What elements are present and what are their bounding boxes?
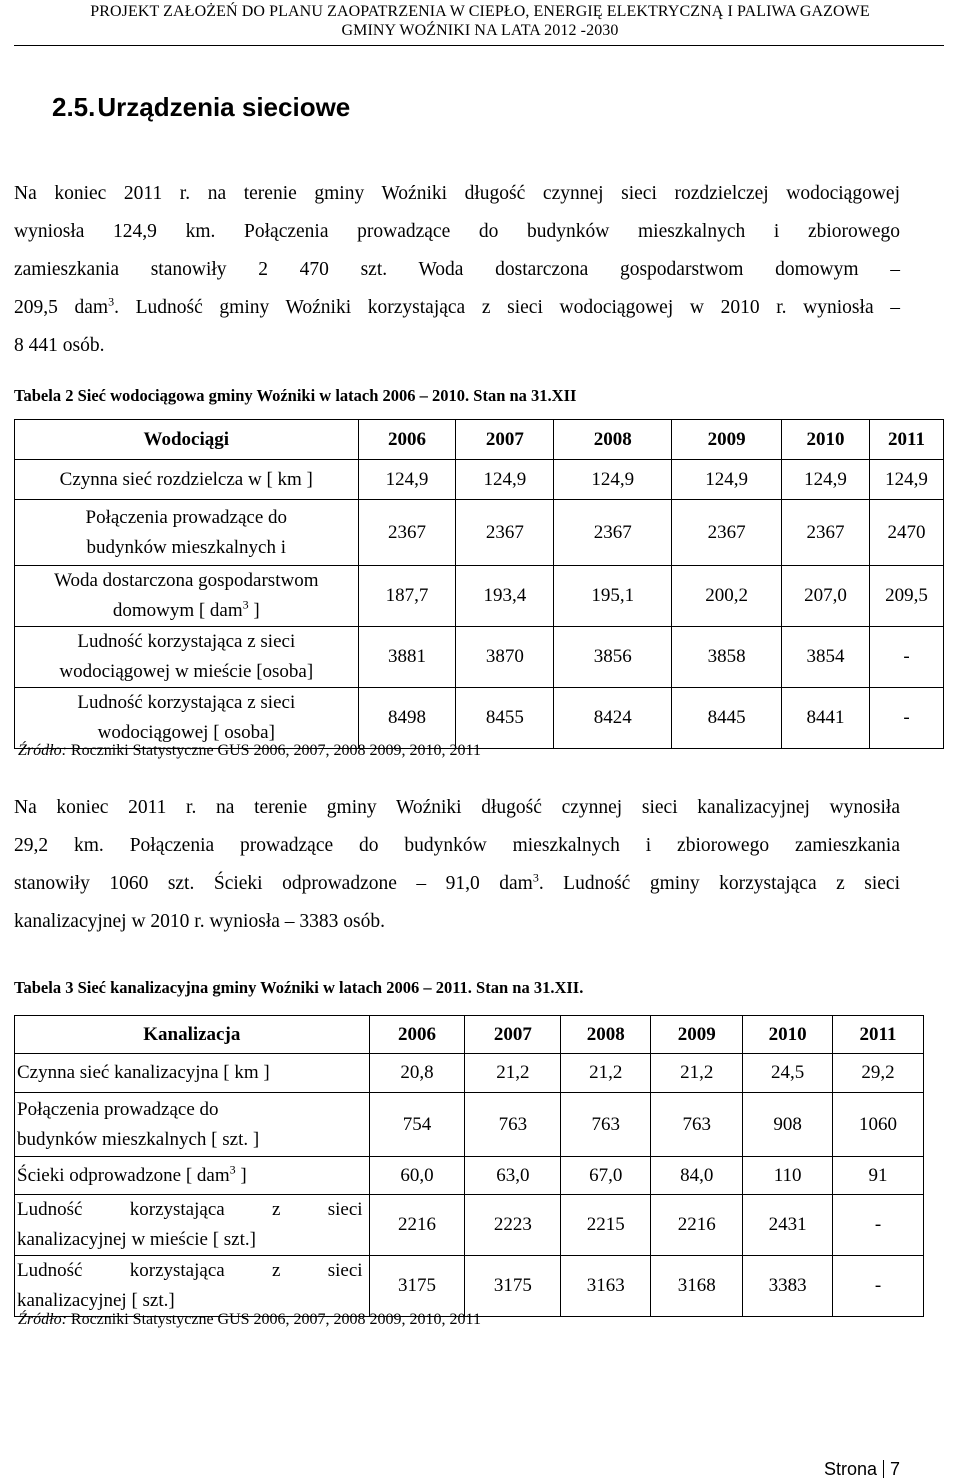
column-header: 2011 <box>870 420 944 460</box>
table-cell: 8445 <box>672 688 782 749</box>
table-cell: 20,8 <box>369 1054 465 1093</box>
table-cell: 84,0 <box>651 1157 743 1195</box>
column-header: 2007 <box>456 420 554 460</box>
table-cell: 908 <box>743 1093 833 1157</box>
table-cell: 3168 <box>651 1256 743 1317</box>
column-header: 2009 <box>672 420 782 460</box>
row-label-line: domowym [ dam <box>112 600 243 621</box>
table-cell: 209,5 <box>870 566 944 627</box>
row-label <box>15 500 359 566</box>
row-label-line: kanalizacyjnej w mieście [ szt.] <box>17 1229 256 1250</box>
table-cell: 124,9 <box>782 460 870 500</box>
row-label-line: budynków mieszkalnych [ szt. ] <box>17 1128 260 1150</box>
table-cell: - <box>870 688 944 749</box>
section-title: Urządzenia sieciowe <box>97 92 351 122</box>
table-cell: 3881 <box>358 627 456 688</box>
table-cell: 3383 <box>743 1256 833 1317</box>
page-label: Strona <box>823 1459 877 1479</box>
row-label <box>15 688 359 749</box>
table-row <box>15 500 944 566</box>
table-cell: 21,2 <box>561 1054 651 1093</box>
paragraph-text: . Ludność gminy Woźniki korzystająca z sieci wodociągowej w 2010 r. wyniosła – <box>114 297 900 318</box>
column-header: 2006 <box>369 1016 465 1054</box>
row-label <box>15 1256 370 1317</box>
document-header-line-2: GMINY WOŹNIKI NA LATA 2012 -2030 <box>341 22 619 39</box>
row-label-line: Ludność korzystająca z sieci <box>77 631 296 652</box>
table-cell: 21,2 <box>651 1054 743 1093</box>
table-row <box>15 1157 924 1195</box>
row-label-line: Połączenia prowadzące do <box>85 506 288 528</box>
column-header: 2007 <box>465 1016 561 1054</box>
row-label <box>15 566 359 627</box>
table-cell: - <box>833 1256 924 1317</box>
row-label-line: kanalizacyjnej [ szt.] <box>17 1290 175 1311</box>
table-cell: 124,9 <box>672 460 782 500</box>
paragraph-line <box>14 865 900 903</box>
table-cell: 8498 <box>358 688 456 749</box>
column-header: 2009 <box>651 1016 743 1054</box>
table-source-water <box>18 742 481 760</box>
table-cell: 124,9 <box>554 460 672 500</box>
column-header: 2006 <box>358 420 456 460</box>
superscript: 3 <box>242 597 249 612</box>
table-cell: 8441 <box>782 688 870 749</box>
row-label: Czynna sieć kanalizacyjna [ km ] <box>15 1054 370 1093</box>
table-cell: 3854 <box>782 627 870 688</box>
table-row <box>15 688 944 749</box>
source-prefix: Źródło: <box>18 742 67 759</box>
paragraph-line: 29,2 km. Połączenia prowadzące do budynków mieszkalnych i zbiorowego zamieszkania <box>14 835 900 856</box>
column-header: 2008 <box>561 1016 651 1054</box>
table-cell: 91 <box>833 1157 924 1195</box>
table-cell: 3175 <box>369 1256 465 1317</box>
row-label-text: ] <box>235 1164 247 1186</box>
table-header-row <box>15 1016 924 1054</box>
row-label-line: wodociągowej w mieście [osoba] <box>59 661 314 682</box>
table-cell: 207,0 <box>782 566 870 627</box>
table-cell: 763 <box>561 1093 651 1157</box>
table-cell: 63,0 <box>465 1157 561 1195</box>
table-cell: 24,5 <box>743 1054 833 1093</box>
table-caption-water: Tabela 2 Sieć wodociągowa gminy Woźniki w latach 2006 – 2010. Stan na 31.XII <box>14 386 577 405</box>
superscript: 3 <box>108 294 115 309</box>
table-row <box>15 1195 924 1256</box>
table-header-row <box>15 420 944 460</box>
paragraph-line: 8 441 osób. <box>14 335 105 356</box>
table-cell: 195,1 <box>554 566 672 627</box>
row-label-line: Ludność korzystająca z sieci <box>77 692 296 713</box>
table-cell: 187,7 <box>358 566 456 627</box>
row-label-line: ] <box>248 600 260 621</box>
table-cell: 2367 <box>456 500 554 566</box>
section-heading <box>52 92 350 123</box>
table-caption-sewage: Tabela 3 Sieć kanalizacyjna gminy Woźniki w latach 2006 – 2011. Stan na 31.XII. <box>14 978 584 997</box>
table-cell: 8424 <box>554 688 672 749</box>
superscript: 3 <box>532 870 539 885</box>
row-label <box>15 1093 370 1157</box>
column-header: 2008 <box>554 420 672 460</box>
table-cell: 29,2 <box>833 1054 924 1093</box>
sewage-network-table <box>14 1015 924 1317</box>
row-label-line: budynków mieszkalnych i <box>86 536 287 558</box>
section-number: 2.5. <box>52 92 96 122</box>
source-prefix: Źródło: <box>18 1311 67 1328</box>
footer-divider <box>883 1460 884 1478</box>
row-label-text: Ścieki odprowadzone [ dam <box>17 1164 230 1186</box>
row-label-line: Woda dostarczona gospodarstwom <box>54 570 319 591</box>
row-label <box>15 1157 370 1195</box>
table-cell: 3175 <box>465 1256 561 1317</box>
row-label <box>15 627 359 688</box>
table-cell: 2367 <box>358 500 456 566</box>
row-label <box>15 1195 370 1256</box>
table-cell: 2223 <box>465 1195 561 1256</box>
paragraph-text: . Ludność gminy korzystająca z sieci <box>538 873 900 894</box>
paragraph-text: 209,5 dam <box>14 297 109 318</box>
table-cell: 3858 <box>672 627 782 688</box>
row-label: Czynna sieć rozdzielcza w [ km ] <box>15 460 359 500</box>
table-cell: 124,9 <box>456 460 554 500</box>
document-header-line-1: PROJEKT ZAŁOŻEŃ DO PLANU ZAOPATRZENIA W CIEPŁO, ENERGIĘ ELEKTRYCZNĄ I PALIWA GAZOWE <box>90 3 870 20</box>
table-cell: 2367 <box>782 500 870 566</box>
paragraph-water-network <box>14 175 900 365</box>
paragraph-text: stanowiły 1060 szt. Ścieki odprowadzone – 91,0 dam <box>14 873 533 894</box>
column-header: Kanalizacja <box>15 1016 370 1054</box>
table-cell: 2470 <box>870 500 944 566</box>
table-cell: 1060 <box>833 1093 924 1157</box>
superscript: 3 <box>229 1162 236 1177</box>
table-cell: 60,0 <box>369 1157 465 1195</box>
table-row <box>15 566 944 627</box>
source-text: Roczniki Statystyczne GUS 2006, 2007, 2008 2009, 2010, 2011 <box>66 1311 481 1328</box>
table-cell: 2215 <box>561 1195 651 1256</box>
table-cell: 3163 <box>561 1256 651 1317</box>
table-row <box>15 1256 924 1317</box>
table-cell: 124,9 <box>358 460 456 500</box>
table-cell: - <box>870 627 944 688</box>
table-cell: 110 <box>743 1157 833 1195</box>
table-cell: 193,4 <box>456 566 554 627</box>
column-header: 2010 <box>743 1016 833 1054</box>
table-cell: 2216 <box>369 1195 465 1256</box>
table-cell: 3856 <box>554 627 672 688</box>
paragraph-line <box>14 289 900 327</box>
table-row <box>15 460 944 500</box>
table-cell: 124,9 <box>870 460 944 500</box>
paragraph-line: kanalizacyjnej w 2010 r. wyniosła – 3383 osób. <box>14 911 385 932</box>
table-row <box>15 627 944 688</box>
source-text: Roczniki Statystyczne GUS 2006, 2007, 2008 2009, 2010, 2011 <box>66 742 481 759</box>
column-header: Wodociągi <box>15 420 359 460</box>
table-cell: 21,2 <box>465 1054 561 1093</box>
table-cell: 200,2 <box>672 566 782 627</box>
page-number: 7 <box>889 1459 900 1479</box>
table-cell: 2216 <box>651 1195 743 1256</box>
paragraph-line: wyniosła 124,9 km. Połączenia prowadzące do budynków mieszkalnych i zbiorowego <box>14 221 900 242</box>
table-cell: 3870 <box>456 627 554 688</box>
column-header: 2011 <box>833 1016 924 1054</box>
row-label-line: Ludność korzystająca z sieci <box>17 1199 363 1220</box>
paragraph-sewage-network <box>14 789 900 941</box>
table-cell: 2431 <box>743 1195 833 1256</box>
row-label-line: Połączenia prowadzące do <box>17 1098 219 1120</box>
header-divider <box>14 45 944 46</box>
row-label-line: Ludność korzystająca z sieci <box>17 1260 363 1281</box>
table-source-sewage <box>18 1311 481 1329</box>
table-cell: 763 <box>465 1093 561 1157</box>
table-cell: 67,0 <box>561 1157 651 1195</box>
paragraph-line: Na koniec 2011 r. na terenie gminy Woźniki długość czynnej sieci rozdzielczej wodociągowej <box>14 183 900 204</box>
paragraph-line: zamieszkania stanowiły 2 470 szt. Woda dostarczona gospodarstwom domowym – <box>14 259 900 280</box>
page-footer <box>824 1459 900 1480</box>
table-cell: 2367 <box>554 500 672 566</box>
column-header: 2010 <box>782 420 870 460</box>
table-cell: 2367 <box>672 500 782 566</box>
table-cell: 754 <box>369 1093 465 1157</box>
table-row <box>15 1093 924 1157</box>
table-cell: 763 <box>651 1093 743 1157</box>
water-network-table <box>14 419 944 749</box>
table-cell: 8455 <box>456 688 554 749</box>
table-cell: - <box>833 1195 924 1256</box>
paragraph-line: Na koniec 2011 r. na terenie gminy Woźniki długość czynnej sieci kanalizacyjnej wynosiła <box>14 797 900 818</box>
table-row <box>15 1054 924 1093</box>
row-label-line: wodociągowej [ osoba] <box>97 722 275 743</box>
